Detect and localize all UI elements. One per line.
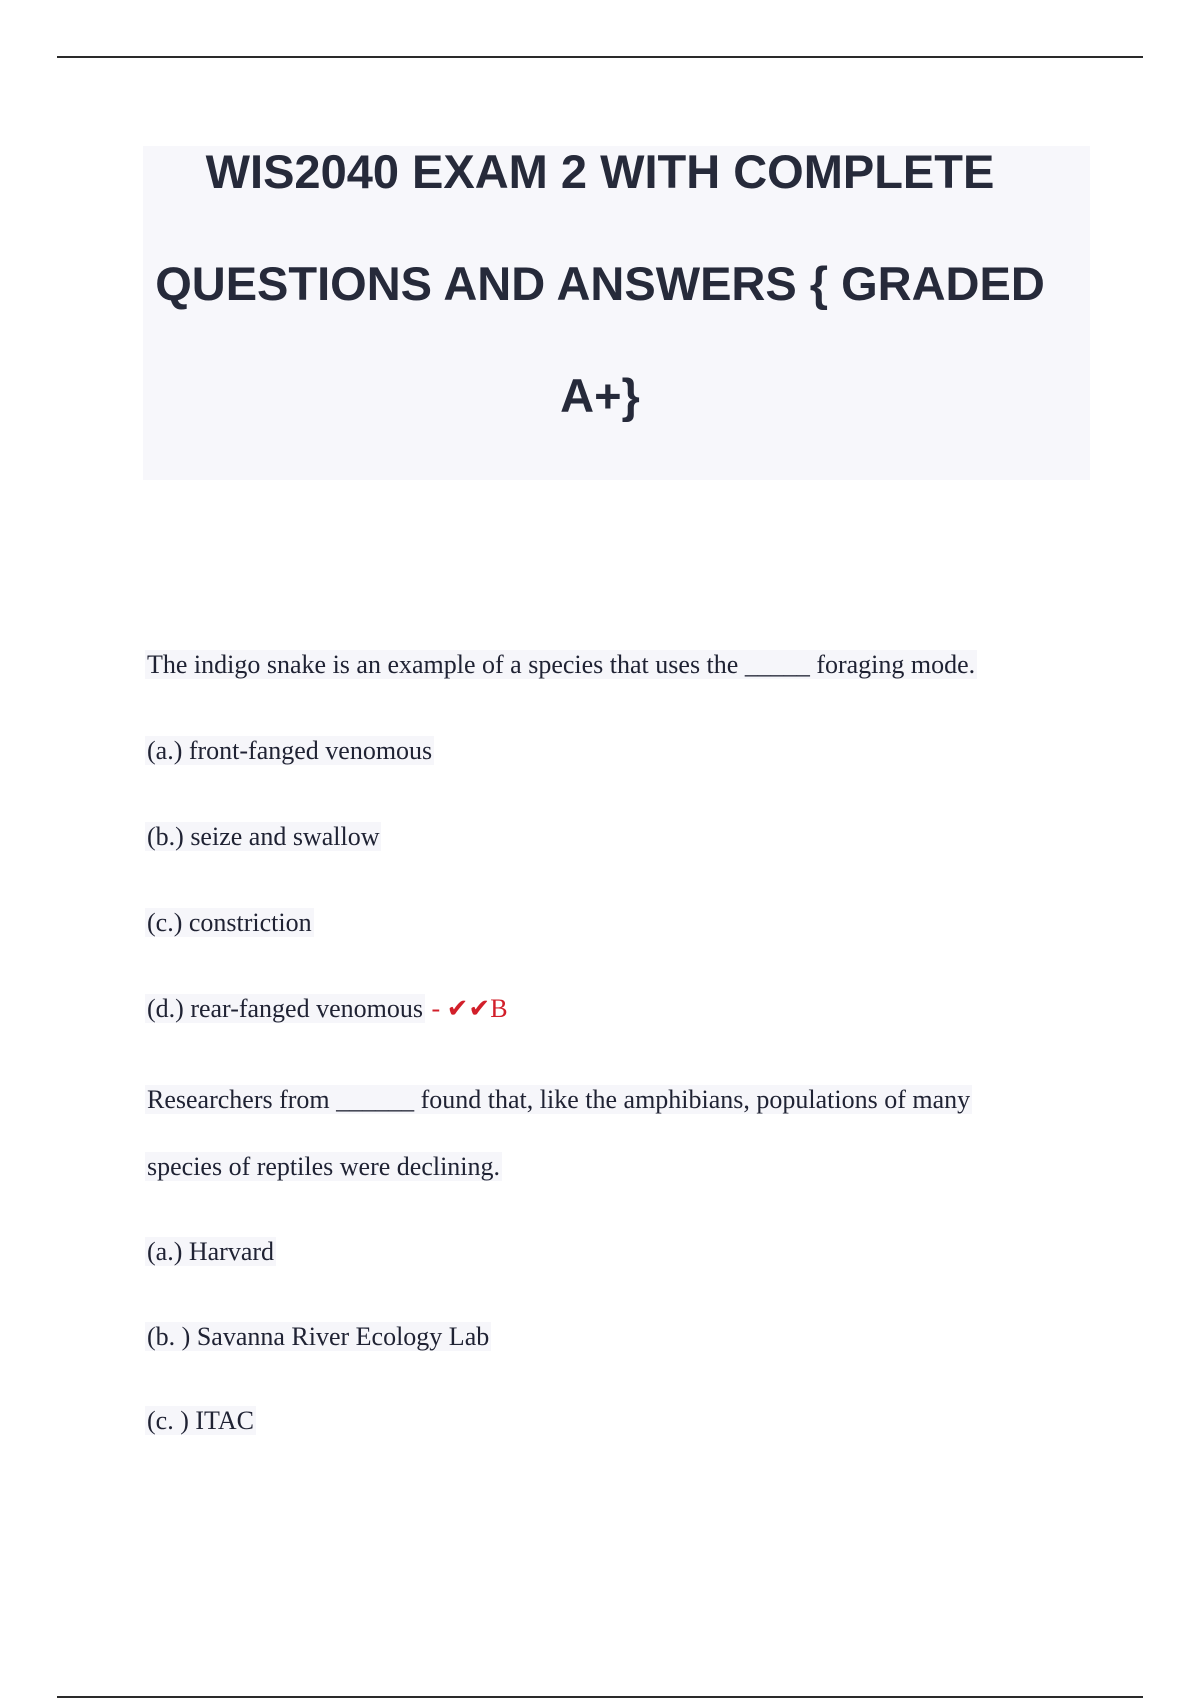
option-text: (b. ) Savanna River Ecology Lab <box>147 1322 490 1351</box>
question-2-stem-text: species of reptiles were declining. <box>147 1152 501 1181</box>
option-text: (a.) Harvard <box>147 1237 275 1266</box>
document-title-line-1: WIS2040 EXAM 2 WITH COMPLETE <box>205 145 995 198</box>
question-2-stem-text: Researchers from ______ found that, like the amphibians, populations of many <box>147 1085 971 1114</box>
document-title-line-3: A+} <box>560 369 640 422</box>
top-rule <box>57 56 1143 58</box>
option-text: (b.) seize and swallow <box>147 822 380 851</box>
question-2-option-a <box>145 1235 276 1269</box>
question-1-option-b <box>145 820 381 854</box>
question-2-stem-line-2 <box>145 1150 502 1184</box>
question-1-stem-text: The indigo snake is an example of a species that uses the _____ foraging mode. <box>147 650 976 679</box>
question-2-option-b <box>145 1320 491 1354</box>
question-2-option-c <box>145 1404 256 1438</box>
question-1-option-c <box>145 906 314 940</box>
question-1-stem <box>145 648 977 682</box>
option-text: (c. ) ITAC <box>147 1406 254 1435</box>
bottom-rule <box>57 1696 1143 1698</box>
question-1-option-d <box>145 992 508 1026</box>
question-2-stem-line-1 <box>145 1083 972 1117</box>
document-title-line-2: QUESTIONS AND ANSWERS { GRADED <box>155 257 1045 310</box>
option-text: (d.) rear-fanged venomous <box>147 994 423 1023</box>
answer-marker: - ✔✔B <box>431 994 508 1023</box>
option-text: (c.) constriction <box>147 908 312 937</box>
option-text: (a.) front-fanged venomous <box>147 736 433 765</box>
question-1-option-a <box>145 734 434 768</box>
